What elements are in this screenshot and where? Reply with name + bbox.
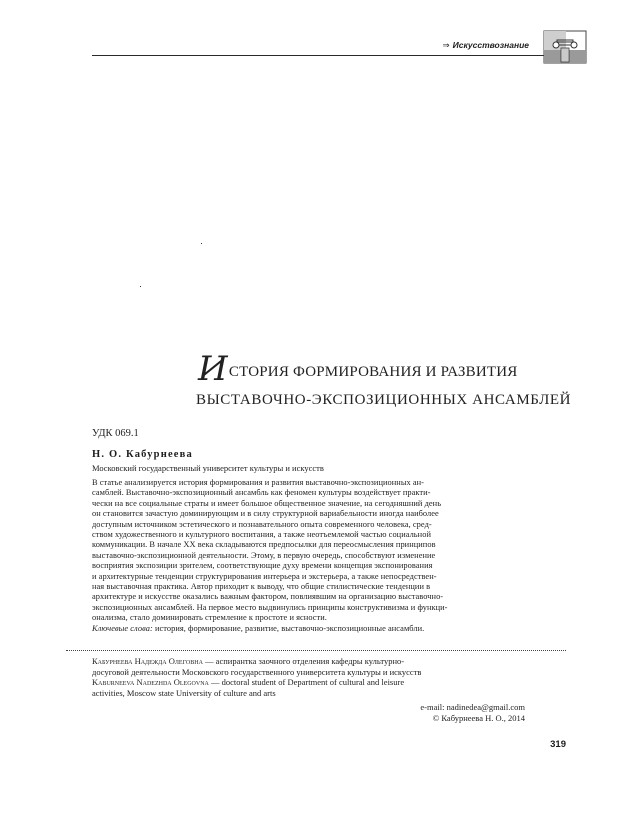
keywords-line [92,624,520,634]
abstract-line: ством художественного и культурного воспитания, а также неотъемлемой частью социальной [92,530,431,540]
copyright: © Кабурнеева Н. О., 2014 [432,713,525,723]
abstract-line: чески на все социальные страты и имеет большое общественное значение, на сегодняшний день [92,498,442,508]
bio-en-line2: activities, Moscow state University of culture and arts [92,687,276,698]
running-header-section [443,40,529,51]
section-label: Искусствознание [452,40,529,50]
page-number: 319 [550,739,566,750]
bio-en-line1 [92,677,522,688]
article-title-line1 [198,349,518,389]
author-name: Н. О. Кабурнеева [92,449,193,460]
title-line1-text: СТОРИЯ ФОРМИРОВАНИЯ И РАЗВИТИЯ [228,364,518,380]
author-affiliation: Московский государственный университет культуры и искусств [92,463,324,473]
keywords-label: Ключевые слова: [92,623,153,633]
udk-code: УДК 069.1 [92,428,139,439]
abstract-line: экспозиционных ансамблей. На первое место выдвинулись принципы конструктивизма и функци- [92,602,448,612]
footnote-separator [66,650,566,651]
abstract-line: архитектуре и искусстве оказались важным фактором, повлиявшим на организацию выставочно- [92,592,444,602]
bio-ru-name: Кабурнеева Надежда Олеговна [92,656,203,666]
author-bio [92,656,522,698]
bio-ru-line2: досуговой деятельности Московского государственного университета культуры и искусств [92,666,422,677]
abstract-line: коммуникации. В начале XX века складываются предпосылки для переосмысления принципов [92,540,436,550]
print-speck [201,243,202,244]
abstract-line: он становится зачастую доминирующим и в силу структурной вариабельности иногда наиболее [92,509,439,519]
article-title-line2: ВЫСТАВОЧНО-ЭКСПОЗИЦИОННЫХ АНСАМБЛЕЙ [196,392,572,408]
abstract [92,478,520,634]
bio-en-text: — doctoral student of Department of cultural and leisure [208,677,405,687]
author-email[interactable]: e-mail: nadinedea@gmail.com [420,702,525,712]
header-rule [92,55,544,56]
bio-ru-line1 [92,656,522,667]
bio-en-name: Kaburneeva Nadezhda Olegovna [92,677,209,687]
abstract-line: восприятия экспозиции зрителем, соответствующие духу времени концепция экспонирования [92,561,433,571]
abstract-line: онализма, стало доминировать стремление к простоте и ясности. [92,613,327,623]
bio-ru-text: — аспирантка заочного отделения кафедры культурно- [202,656,405,666]
abstract-line: самблей. Выставочно-экспозиционный ансамбль как феномен культуры воздействует практи- [92,488,431,498]
abstract-line: и архитектурные тенденции структурирования интерьера и экстерьера, а также непосредствен- [92,571,437,581]
print-speck [140,286,141,287]
abstract-line: доступным источником эстетического и познавательного опыта современного человека, сред- [92,519,432,529]
abstract-line: В статье анализируется история формирования и развития выставочно-экспозиционных ан- [92,478,425,487]
logo-svg [543,30,587,64]
abstract-line: ная выставочная практика. Автор приходит к выводу, что общие стилистические тенденции в [92,582,431,592]
ionic-column-capital-icon [543,30,587,64]
double-arrow-icon: ⇒ [442,40,450,50]
title-dropcap: И [198,349,228,389]
keywords-text: история, формирование, развитие, выставочно-экспозиционные ансамбли. [152,623,425,633]
abstract-line: выставочно-экспозиционной деятельности. Этому, в первую очередь, способствуют изменение [92,550,436,560]
